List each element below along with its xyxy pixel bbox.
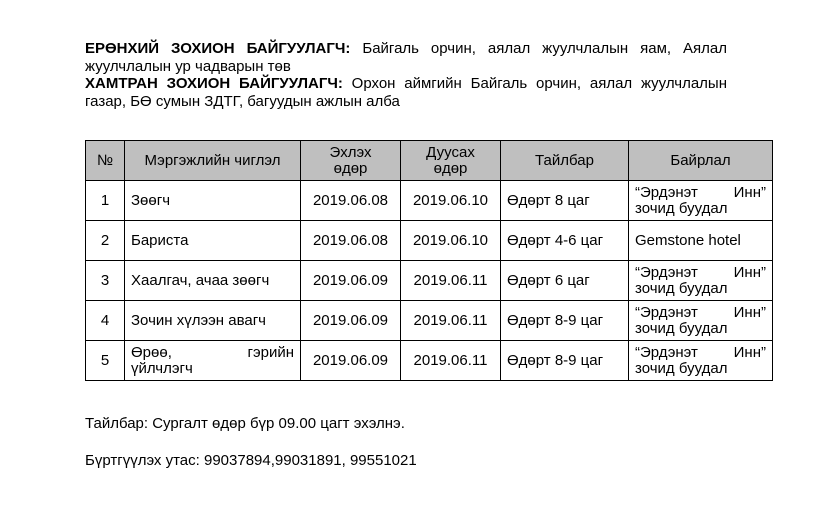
row-note: Өдөрт 8-9 цаг [501,341,629,381]
row-start-date: 2019.06.09 [301,341,401,381]
row-specialty [125,341,301,381]
training-note: Тайлбар: Сургалт өдөр бүр 09.00 цагт эхэлнэ. [85,415,405,432]
row-location-line2: зочид буудал [635,199,728,217]
row-num: 2 [86,221,125,261]
row-note: Өдөрт 8 цаг [501,181,629,221]
organizers-block [85,40,727,110]
row-location-line1: “Эрдэнэт Инн” [635,263,766,281]
row-location-line2: зочид буудал [635,279,728,297]
row-specialty [125,261,301,301]
row-num: 1 [86,181,125,221]
row-start-date: 2019.06.08 [301,221,401,261]
row-end-date: 2019.06.10 [401,181,501,221]
general-organizer-label: ЕРӨНХИЙ ЗОХИОН БАЙГУУЛАГЧ: [85,40,351,57]
row-location [629,341,773,381]
row-note: Өдөрт 4-6 цаг [501,221,629,261]
row-specialty-line1: Зочин хүлээн авагч [131,311,266,329]
row-end-date: 2019.06.11 [401,301,501,341]
row-location-line2: зочид буудал [635,319,728,337]
table-row [86,301,773,341]
row-location-line2: зочид буудал [635,359,728,377]
row-specialty [125,181,301,221]
row-num: 5 [86,341,125,381]
row-end-date: 2019.06.10 [401,221,501,261]
row-location [629,261,773,301]
header-start-date [301,141,401,181]
row-num: 3 [86,261,125,301]
table-row [86,261,773,301]
row-specialty-line1: Зөөгч [131,191,171,209]
row-specialty-line1: Хаалгач, ачаа зөөгч [131,271,270,289]
row-specialty-line2: үйлчлэгч [131,359,193,377]
general-organizer [85,40,727,75]
header-start-line1: Эхлэх [329,143,372,161]
header-num: № [86,141,125,181]
header-note: Тайлбар [501,141,629,181]
co-organizer [85,75,727,110]
header-end-date [401,141,501,181]
general-organizer-text: Байгаль орчин, аялал жуулчлалын яам, Аялал жуулчлалын ур чадварын төв [85,40,728,75]
table-row [86,221,773,261]
row-specialty-line1: Бариста [131,231,189,249]
co-organizer-text: Орхон аймгийн Байгаль орчин, аялал жуулчлалын газар, БӨ сумын ЗДТГ, багуудын ажлын алба [85,75,727,110]
header-specialty: Мэргэжлийн чиглэл [125,141,301,181]
row-specialty [125,221,301,261]
row-location [629,181,773,221]
row-num: 4 [86,301,125,341]
header-start-line2: өдөр [333,159,368,177]
row-specialty-line1: Өрөө, гэрийн [131,343,294,361]
row-end-date: 2019.06.11 [401,341,501,381]
row-location-line1: “Эрдэнэт Инн” [635,343,766,361]
row-note: Өдөрт 8-9 цаг [501,301,629,341]
row-end-date: 2019.06.11 [401,261,501,301]
row-location-line1: “Эрдэнэт Инн” [635,303,766,321]
header-end-line2: өдөр [433,159,468,177]
registration-phone: Бүртгүүлэх утас: 99037894,99031891, 99551021 [85,452,417,469]
header-end-line1: Дуусах [426,143,475,161]
training-schedule-table [85,140,773,381]
table-row [86,181,773,221]
row-start-date: 2019.06.09 [301,261,401,301]
row-location-line1: Gemstone hotel [635,231,741,249]
row-location [629,301,773,341]
header-location: Байрлал [629,141,773,181]
row-location-line1: “Эрдэнэт Инн” [635,183,766,201]
row-specialty [125,301,301,341]
row-start-date: 2019.06.09 [301,301,401,341]
table-row [86,341,773,381]
co-organizer-label: ХАМТРАН ЗОХИОН БАЙГУУЛАГЧ: [85,75,343,92]
row-location [629,221,773,261]
row-note: Өдөрт 6 цаг [501,261,629,301]
row-start-date: 2019.06.08 [301,181,401,221]
table-header-row [86,141,773,181]
